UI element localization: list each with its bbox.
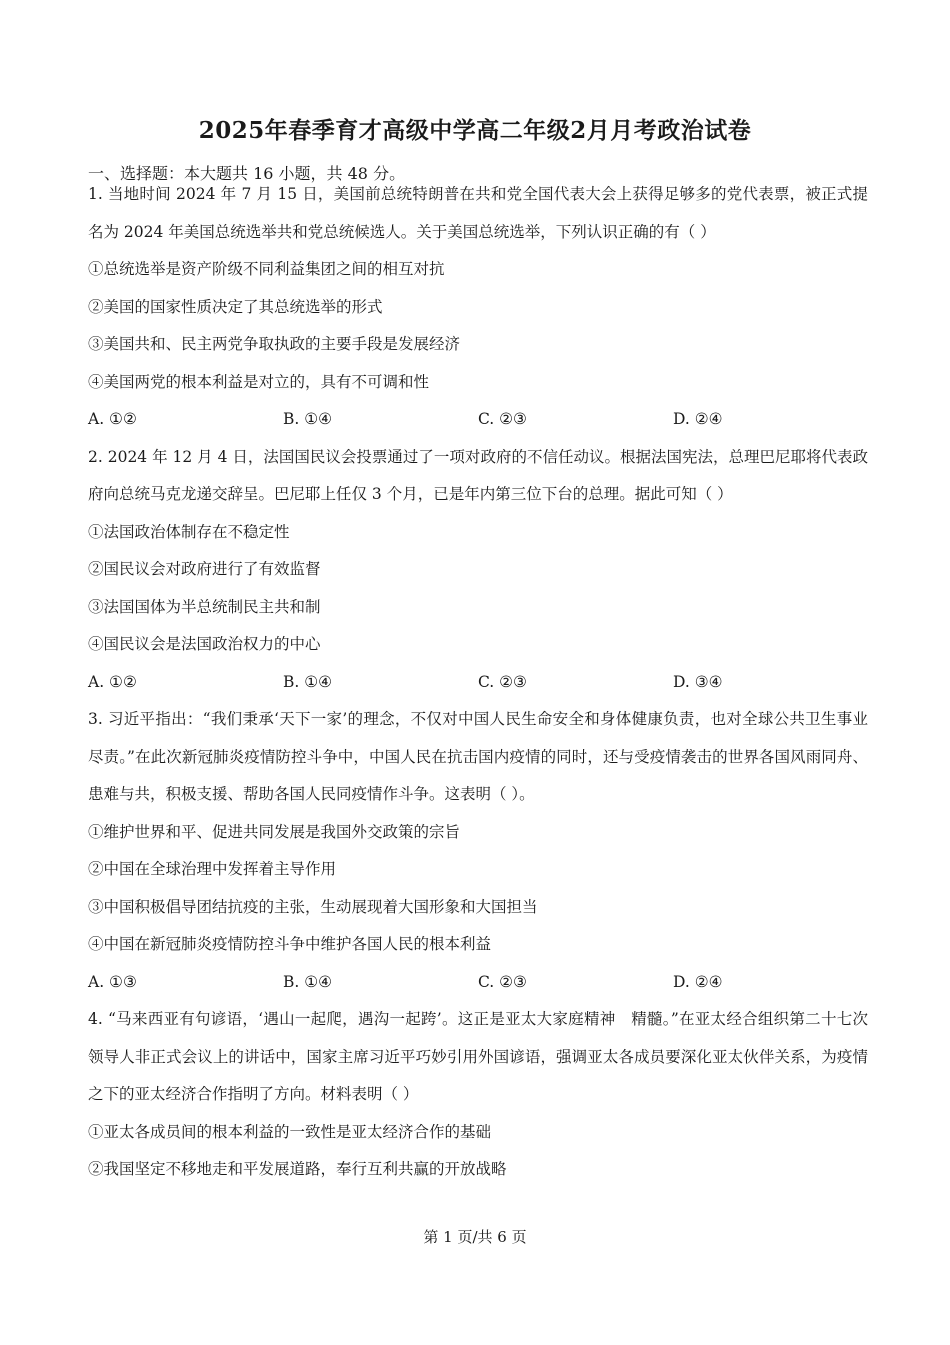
choice-d: D. ②④	[673, 972, 723, 991]
choice-a: A. ①②	[88, 410, 137, 428]
question-4	[88, 1001, 868, 1189]
question-1	[88, 176, 868, 439]
choice-b: B. ①④	[283, 672, 333, 691]
exam-title: 2025年春季育才高级中学高二年级2月月考政治试卷	[198, 117, 752, 144]
question-stem: 3. 习近平指出：“我们秉承‘天下一家’的理念，不仅对中国人民生命安全和身体健康负责，也对全球公共卫生事业尽责。”在此次新冠肺炎疫情防控斗争中，中国人民在抗击国内疫情的同时，还与受疫情袭击的世界各国风雨同舟、患难与共，积极支援、帮助各国人民同疫情作斗争。这表明（ ）。	[88, 710, 868, 803]
statement-4: ④国民议会是法国政治权力的中心	[88, 635, 321, 653]
question-stem: 1. 当地时间 2024 年 7 月 15 日，美国前总统特朗普在共和党全国代表大会上获得足够多的党代表票，被正式提名为 2024 年美国总统选举共和党总统候选人。关于美国总统选举，下列认识正确的有（ ）	[88, 185, 868, 241]
statement-4: ④中国在新冠肺炎疫情防控斗争中维护各国人民的根本利益	[88, 935, 492, 953]
statement-4: ④美国两党的根本利益是对立的，具有不可调和性	[88, 372, 430, 391]
question-stem: 4. “马来西亚有句谚语，‘遇山一起爬，遇沟一起跨’。这正是亚太大家庭精神 精髓。”在亚太经合组织第二十七次领导人非正式会议上的讲话中，国家主席习近平巧妙引用外国谚语，强调亚太各成员要深化亚太伙伴关系，为疫情之下的亚太经济合作指明了方向。材料表明（ ）	[88, 1010, 868, 1103]
statement-2: ②中国在全球治理中发挥着主导作用	[88, 860, 337, 878]
question-2	[88, 439, 868, 702]
choice-b: B. ①④	[283, 410, 333, 428]
answer-choices	[88, 664, 868, 702]
choice-a: A. ①②	[88, 672, 137, 691]
statement-1: ①亚太各成员间的根本利益的一致性是亚太经济合作的基础	[88, 1122, 492, 1141]
choice-a: A. ①③	[88, 972, 137, 991]
statement-3: ③法国国体为半总统制民主共和制	[88, 597, 321, 616]
statement-1: ①维护世界和平、促进共同发展是我国外交政策的宗旨	[88, 822, 461, 841]
choice-d: D. ③④	[673, 672, 723, 691]
statement-1: ①总统选举是资产阶级不同利益集团之间的相互对抗	[88, 260, 445, 278]
choice-d: D. ②④	[673, 410, 723, 428]
choice-c: C. ②③	[478, 410, 527, 428]
choice-c: C. ②③	[478, 972, 527, 991]
question-list	[88, 176, 868, 1189]
choice-c: C. ②③	[478, 672, 527, 691]
statement-2: ②国民议会对政府进行了有效监督	[88, 560, 321, 578]
page-footer: 第 1 页/共 6 页	[423, 1228, 527, 1246]
statement-2: ②美国的国家性质决定了其总统选举的形式	[88, 297, 383, 316]
question-stem: 2. 2024 年 12 月 4 日，法国国民议会投票通过了一项对政府的不信任动议。根据法国宪法，总理巴尼耶将代表政府向总统马克龙递交辞呈。巴尼耶上任仅 3 个月，已是年内第三位下台的总理。据此可知（ ）	[88, 447, 868, 503]
statement-2: ②我国坚定不移地走和平发展道路，奉行互利共赢的开放战略	[88, 1160, 507, 1178]
section-heading: 一、选择题：本大题共 16 小题，共 48 分。	[88, 164, 406, 183]
statement-3: ③美国共和、民主两党争取执政的主要手段是发展经济	[88, 335, 461, 353]
answer-choices	[88, 401, 868, 439]
question-3	[88, 701, 868, 1001]
statement-1: ①法国政治体制存在不稳定性	[88, 522, 290, 541]
choice-b: B. ①④	[283, 972, 333, 991]
answer-choices	[88, 964, 868, 1002]
statement-3: ③中国积极倡导团结抗疫的主张，生动展现着大国形象和大国担当	[88, 897, 538, 916]
